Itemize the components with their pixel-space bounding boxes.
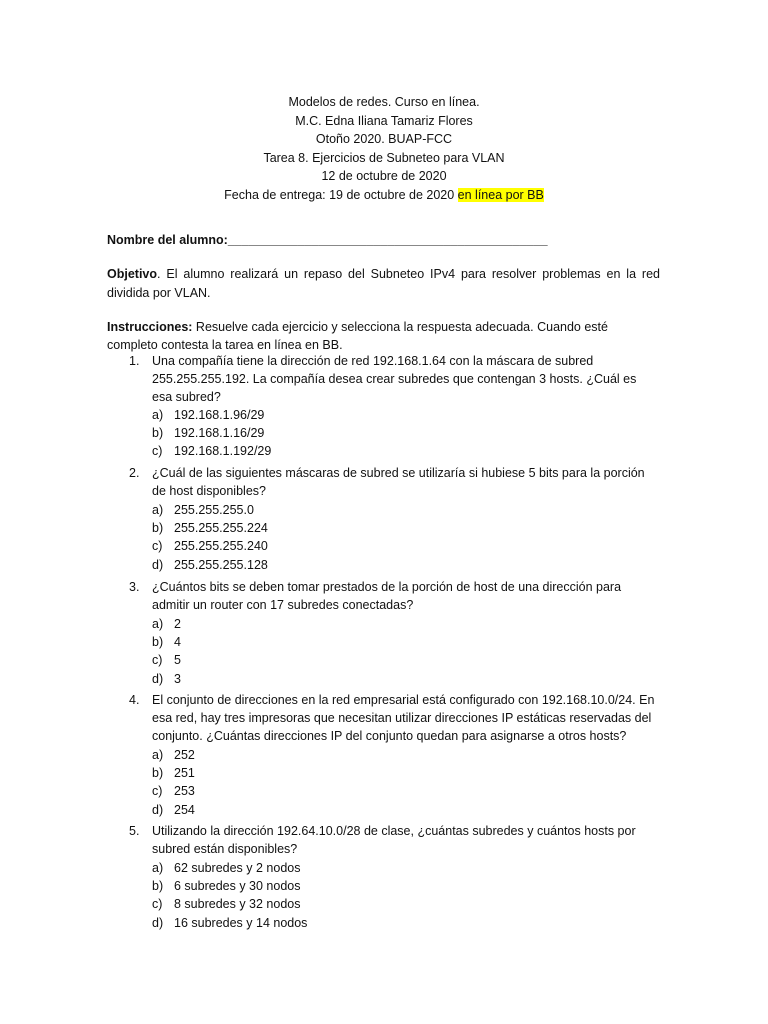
option-text: 253	[174, 784, 195, 799]
option-letter: a)	[152, 617, 164, 631]
question-4-stem	[129, 691, 659, 746]
option-letter: d)	[152, 915, 164, 930]
option-text: 2	[174, 617, 181, 631]
question-3-text: ¿Cuántos bits se deben tomar prestados de la porción de host de una dirección para admitir un router con 17 subredes conectadas?	[152, 580, 622, 613]
due-date-text: Fecha de entrega: 19 de octubre de 2020	[224, 187, 458, 202]
term-institution: Otoño 2020. BUAP-FCC	[315, 132, 453, 146]
question-1-option-c[interactable]	[129, 442, 659, 460]
question-3-stem	[129, 578, 659, 615]
instructions-text: Resuelve cada ejercicio y selecciona la respuesta adecuada. Cuando esté completo contesta la tarea en línea en BB.	[107, 320, 608, 352]
instructions-label: Instrucciones:	[107, 320, 193, 334]
option-text: 255.255.255.0	[174, 503, 254, 517]
question-3-option-b[interactable]	[129, 633, 659, 651]
option-letter: b)	[152, 426, 164, 441]
assignment-title: Tarea 8. Ejercicios de Subneteo para VLAN	[263, 150, 505, 165]
question-4-option-b[interactable]	[129, 764, 659, 782]
question-2-option-c[interactable]	[129, 537, 659, 555]
option-text: 255.255.255.240	[174, 539, 268, 554]
question-1-option-b[interactable]	[129, 424, 659, 442]
option-text: 62 subredes y 2 nodos	[174, 861, 301, 875]
student-name-blank: ______________________________________________	[227, 233, 548, 247]
question-5	[129, 822, 659, 932]
question-2-stem	[129, 464, 659, 501]
due-date-highlight: en línea por BB	[457, 187, 544, 202]
question-2-option-a[interactable]	[129, 501, 659, 519]
question-4	[129, 691, 659, 819]
option-text: 251	[174, 766, 195, 781]
question-1-text: Una compañía tiene la dirección de red 192.168.1.64 con la máscara de subred 255.255.255.192. La compañía desea crear subredes que contengan 3 hosts. ¿Cuál es esa subred?	[152, 354, 637, 405]
question-4-text: El conjunto de direcciones en la red empresarial está configurado con 192.168.10.0/24. En esa red, hay tres impresoras que necesitan utilizar direcciones IP estáticas reservadas del conjunto. ¿Cuántas direcciones IP del conjunto quedan para asignarse a otros hosts?	[152, 693, 655, 744]
question-2	[129, 464, 659, 574]
option-letter: a)	[152, 861, 164, 875]
option-text: 252	[174, 748, 195, 762]
question-4-option-a[interactable]	[129, 746, 659, 764]
option-text: 3	[174, 671, 181, 686]
student-name-line	[107, 231, 548, 249]
question-3-option-c[interactable]	[129, 651, 659, 669]
question-3-number: 3.	[129, 580, 140, 594]
question-4-number: 4.	[129, 693, 140, 707]
objective-text: . El alumno realizará un repaso del Subneteo IPv4 para resolver problemas en la red dividida por VLAN.	[107, 267, 660, 300]
question-1-option-a[interactable]	[129, 406, 659, 424]
question-1-stem	[129, 352, 659, 406]
option-text: 255.255.255.224	[174, 521, 268, 536]
question-1-number: 1.	[129, 354, 140, 368]
option-letter: b)	[152, 879, 164, 894]
option-text: 192.168.1.192/29	[174, 444, 272, 459]
option-letter: a)	[152, 408, 164, 422]
question-3-option-a[interactable]	[129, 615, 659, 633]
option-text: 192.168.1.96/29	[174, 408, 265, 422]
question-5-text: Utilizando la dirección 192.64.10.0/28 de clase, ¿cuántas subredes y cuántos hosts por subred están disponibles?	[152, 824, 636, 857]
question-5-option-d[interactable]	[129, 914, 659, 932]
option-letter: b)	[152, 635, 164, 650]
option-letter: c)	[152, 539, 163, 554]
question-3	[129, 578, 659, 688]
option-letter: c)	[152, 444, 163, 459]
option-text: 8 subredes y 32 nodos	[174, 897, 301, 912]
option-letter: b)	[152, 766, 164, 781]
instructor-name: M.C. Edna Iliana Tamariz Flores	[295, 113, 473, 128]
question-5-option-c[interactable]	[129, 895, 659, 913]
option-text: 255.255.255.128	[174, 557, 268, 572]
question-2-option-d[interactable]	[129, 556, 659, 574]
course-title: Modelos de redes. Curso en línea.	[288, 95, 480, 109]
question-5-stem	[129, 822, 659, 859]
question-5-number: 5.	[129, 824, 140, 838]
option-text: 6 subredes y 30 nodos	[174, 879, 301, 894]
question-4-option-d[interactable]	[129, 801, 659, 819]
option-letter: a)	[152, 748, 164, 762]
question-5-option-a[interactable]	[129, 859, 659, 877]
question-1	[129, 352, 659, 461]
option-letter: d)	[152, 557, 164, 572]
question-4-option-c[interactable]	[129, 782, 659, 800]
option-text: 4	[174, 635, 181, 650]
student-name-label: Nombre del alumno:	[107, 233, 228, 247]
option-text: 5	[174, 653, 181, 668]
question-2-number: 2.	[129, 466, 140, 480]
option-letter: c)	[152, 897, 163, 912]
option-letter: b)	[152, 521, 164, 536]
instructions-paragraph	[107, 318, 660, 354]
due-date-line	[0, 186, 768, 205]
option-letter: d)	[152, 802, 164, 817]
option-text: 254	[174, 802, 195, 817]
objective-label: Objetivo	[107, 267, 158, 281]
question-2-option-b[interactable]	[129, 519, 659, 537]
option-text: 16 subredes y 14 nodos	[174, 915, 308, 930]
option-text: 192.168.1.16/29	[174, 426, 265, 441]
option-letter: d)	[152, 671, 164, 686]
question-3-option-d[interactable]	[129, 670, 659, 688]
option-letter: c)	[152, 784, 163, 799]
document-header	[0, 93, 768, 204]
assignment-date: 12 de octubre de 2020	[321, 169, 447, 183]
question-5-option-b[interactable]	[129, 877, 659, 895]
question-2-text: ¿Cuál de las siguientes máscaras de subred se utilizaría si hubiese 5 bits para la porción de host disponibles?	[152, 466, 645, 499]
option-letter: c)	[152, 653, 163, 668]
option-letter: a)	[152, 503, 164, 517]
objective-paragraph	[107, 265, 660, 302]
